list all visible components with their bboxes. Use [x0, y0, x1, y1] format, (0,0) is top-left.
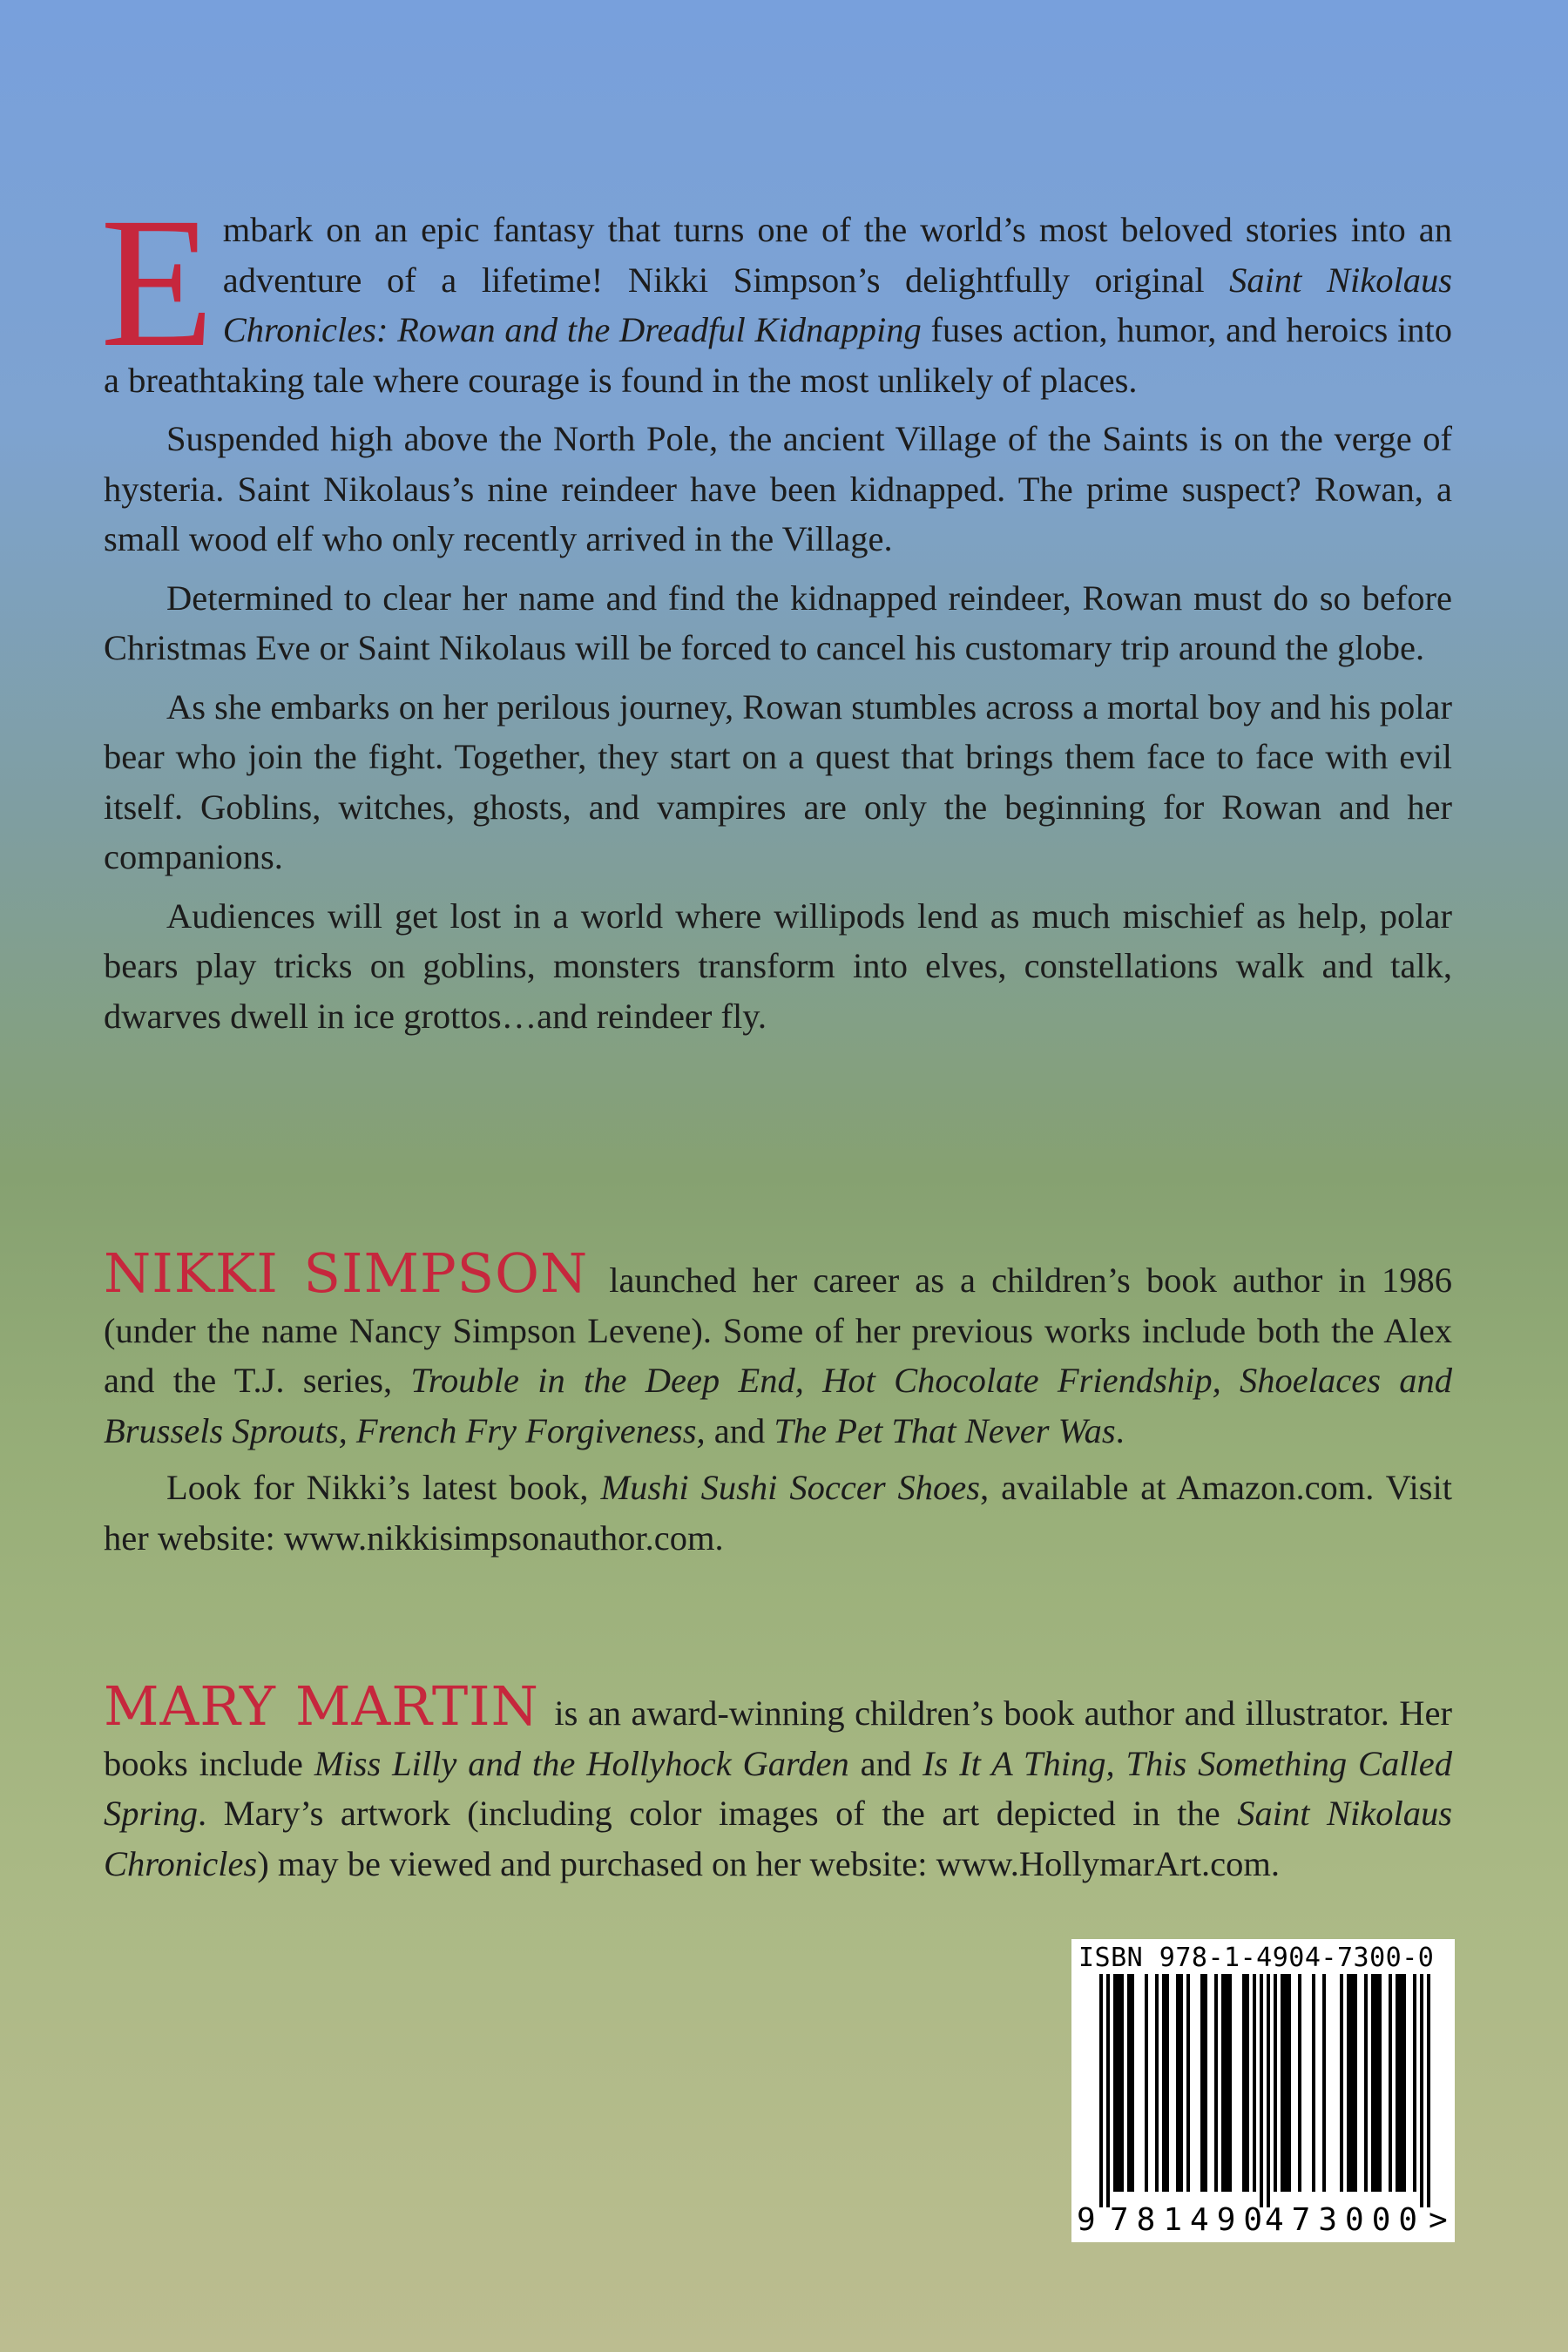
barcode-bar: [1214, 1974, 1218, 2192]
barcode-digit-lead: 9: [1077, 2202, 1096, 2238]
barcode-bar: [1399, 1974, 1402, 2192]
author-bio: [104, 1241, 1453, 1563]
barcode-bar: [1340, 1974, 1343, 2192]
illustrator-book-2: Is It A Thing, This Something Called Spring: [104, 1743, 1452, 1833]
author-website-text: , available at Amazon.com. Visit her website: www.nikkisimpsonauthor.com.: [104, 1468, 1452, 1558]
barcode-bar: [1099, 1974, 1103, 2207]
barcode-bar: [1389, 1974, 1392, 2192]
barcode-bar: [1260, 1974, 1263, 2207]
author-bio-and: and: [705, 1410, 774, 1450]
barcode-bar: [1246, 1974, 1249, 2192]
barcode-bar: [1120, 1974, 1124, 2192]
illustrator-bio-text-1: is an award-winning children’s book author and illustrator. Her books include: [104, 1693, 1452, 1783]
barcode-bar: [1127, 1974, 1131, 2192]
barcode-bar: [1166, 1974, 1169, 2192]
author-bio-paragraph-1: [104, 1241, 1453, 1456]
barcode-bar: [1378, 1974, 1382, 2192]
barcode-bar: [1420, 1974, 1423, 2207]
barcode-bar: [1117, 1974, 1120, 2192]
barcode-bar: [1267, 1974, 1270, 2207]
blurb-paragraph-4: As she embarks on her perilous journey, Rowan stumbles across a mortal boy and his polar bear who join the fight. Together, they start on a quest that brings them face to face with evil itself. Goblins, witches, ghosts, and vampires are only the beginning for Rowan and her companions.: [104, 686, 1452, 876]
barcode-bar: [1113, 1974, 1117, 2192]
barcode-bar: [1364, 1974, 1368, 2192]
barcode-bar: [1284, 1974, 1288, 2192]
blurb-paragraph-2: Suspended high above the North Pole, the ancient Village of the Saints is on the verge of hysteria. Saint Nikolaus’s nine reindeer have been kidnapped. The prime suspect? Rowan, a small wood elf who only recently arrived in the Village.: [104, 419, 1452, 558]
illustrator-bio-and: and: [848, 1743, 923, 1783]
barcode-bar: [1200, 1974, 1204, 2192]
barcode-bar: [1350, 1974, 1354, 2192]
barcode-bar: [1322, 1974, 1326, 2192]
barcode-bar: [1396, 1974, 1399, 2192]
back-cover-blurb: [100, 179, 1452, 1041]
barcode-bar: [1402, 1974, 1406, 2192]
blurb-paragraph-1: [100, 179, 1452, 405]
barcode-bar: [1281, 1974, 1284, 2192]
barcode-digits-right: 473000: [1265, 2202, 1426, 2238]
latest-book-title: Mushi Sushi Soccer Shoes: [600, 1468, 981, 1507]
barcode-bar: [1371, 1974, 1375, 2192]
previous-title-last: The Pet That Never Was: [774, 1410, 1116, 1450]
barcode-bar: [1145, 1974, 1148, 2192]
barcode-bar: [1176, 1974, 1179, 2192]
illustrator-bio-paragraph: [104, 1674, 1452, 1889]
illustrator-bio: [104, 1674, 1452, 1889]
author-bio-period: .: [1115, 1410, 1125, 1450]
barcode-bar: [1375, 1974, 1378, 2192]
illustrator-bio-text-2: . Mary’s artwork (including color images of the art depicted in the: [198, 1794, 1238, 1833]
blurb-paragraph-3: Determined to clear her name and find the kidnapped reindeer, Rowan must do so before Christmas Eve or Saint Nikolaus will be forced to cancel his customary trip around the globe.: [104, 578, 1452, 667]
latest-book-intro: Look for Nikki’s latest book,: [166, 1468, 601, 1507]
barcode-bar: [1228, 1974, 1232, 2192]
barcode-bars: [1078, 1974, 1448, 2209]
barcode-bar: [1288, 1974, 1291, 2192]
barcode-bar: [1221, 1974, 1225, 2192]
barcode-bar: [1242, 1974, 1246, 2192]
illustrator-name: MARY MARTIN: [104, 1674, 539, 1738]
barcode-bar: [1347, 1974, 1350, 2192]
illustrator-book-1: Miss Lilly and the Hollyhock Garden: [314, 1743, 849, 1783]
barcode-bar: [1225, 1974, 1228, 2192]
book-title: Saint Nikolaus Chronicles: Rowan and the Dreadful Kidnapping: [222, 260, 1452, 349]
isbn-label: ISBN 978-1-4904-7300-0: [1078, 1943, 1435, 1973]
barcode-bar: [1274, 1974, 1277, 2192]
author-bio-text: launched her career as a children’s book author in 1986 (under the name Nancy Simpson Levene). Some of her previous works include both the Alex and the T.J. series,: [104, 1260, 1453, 1400]
blurb-p1-tail: fuses action, humor, and heroics into a breathtaking tale where courage is found in the most unlikely of places.: [104, 310, 1452, 400]
barcode-bar: [1427, 1974, 1430, 2207]
blurb-p1-text: mbark on an epic fantasy that turns one of the world’s most beloved stories into an adventure of a lifetime! Nikki Simpson’s delightfully original: [222, 210, 1452, 300]
barcode-digits-tail: >: [1429, 2202, 1448, 2238]
barcode-bar: [1312, 1974, 1315, 2192]
author-name: NIKKI SIMPSON: [104, 1241, 589, 1305]
barcode-bar: [1354, 1974, 1357, 2192]
barcode-bar: [1253, 1974, 1256, 2192]
previous-titles: Trouble in the Deep End, Hot Chocolate Friendship, Shoelaces and Brussels Sprouts, French Fry Forgiveness,: [104, 1361, 1452, 1450]
barcode-bar: [1162, 1974, 1166, 2192]
isbn-barcode: [1071, 1939, 1455, 2242]
barcode-digits-left: 781490: [1110, 2202, 1271, 2238]
illustrator-bio-text-3: ) may be viewed and purchased on her website: www.HollymarArt.com.: [257, 1843, 1281, 1883]
series-title: Saint Nikolaus Chronicles: [104, 1794, 1452, 1883]
barcode-bar: [1106, 1974, 1110, 2207]
barcode-bar: [1131, 1974, 1134, 2192]
drop-cap-letter: E: [100, 179, 214, 386]
barcode-bar: [1413, 1974, 1416, 2192]
barcode-bar: [1179, 1974, 1183, 2192]
author-bio-paragraph-2: [104, 1463, 1452, 1563]
barcode-bar: [1155, 1974, 1159, 2192]
barcode-bar: [1204, 1974, 1207, 2192]
barcode-bar: [1186, 1974, 1190, 2192]
blurb-paragraph-5: Audiences will get lost in a world where willipods lend as much mischief as help, polar bears play tricks on goblins, monsters transform into elves, constellations walk and talk, dwarves dwell in ice grottos…and reindeer fly.: [104, 896, 1452, 1036]
barcode-bar: [1298, 1974, 1301, 2192]
